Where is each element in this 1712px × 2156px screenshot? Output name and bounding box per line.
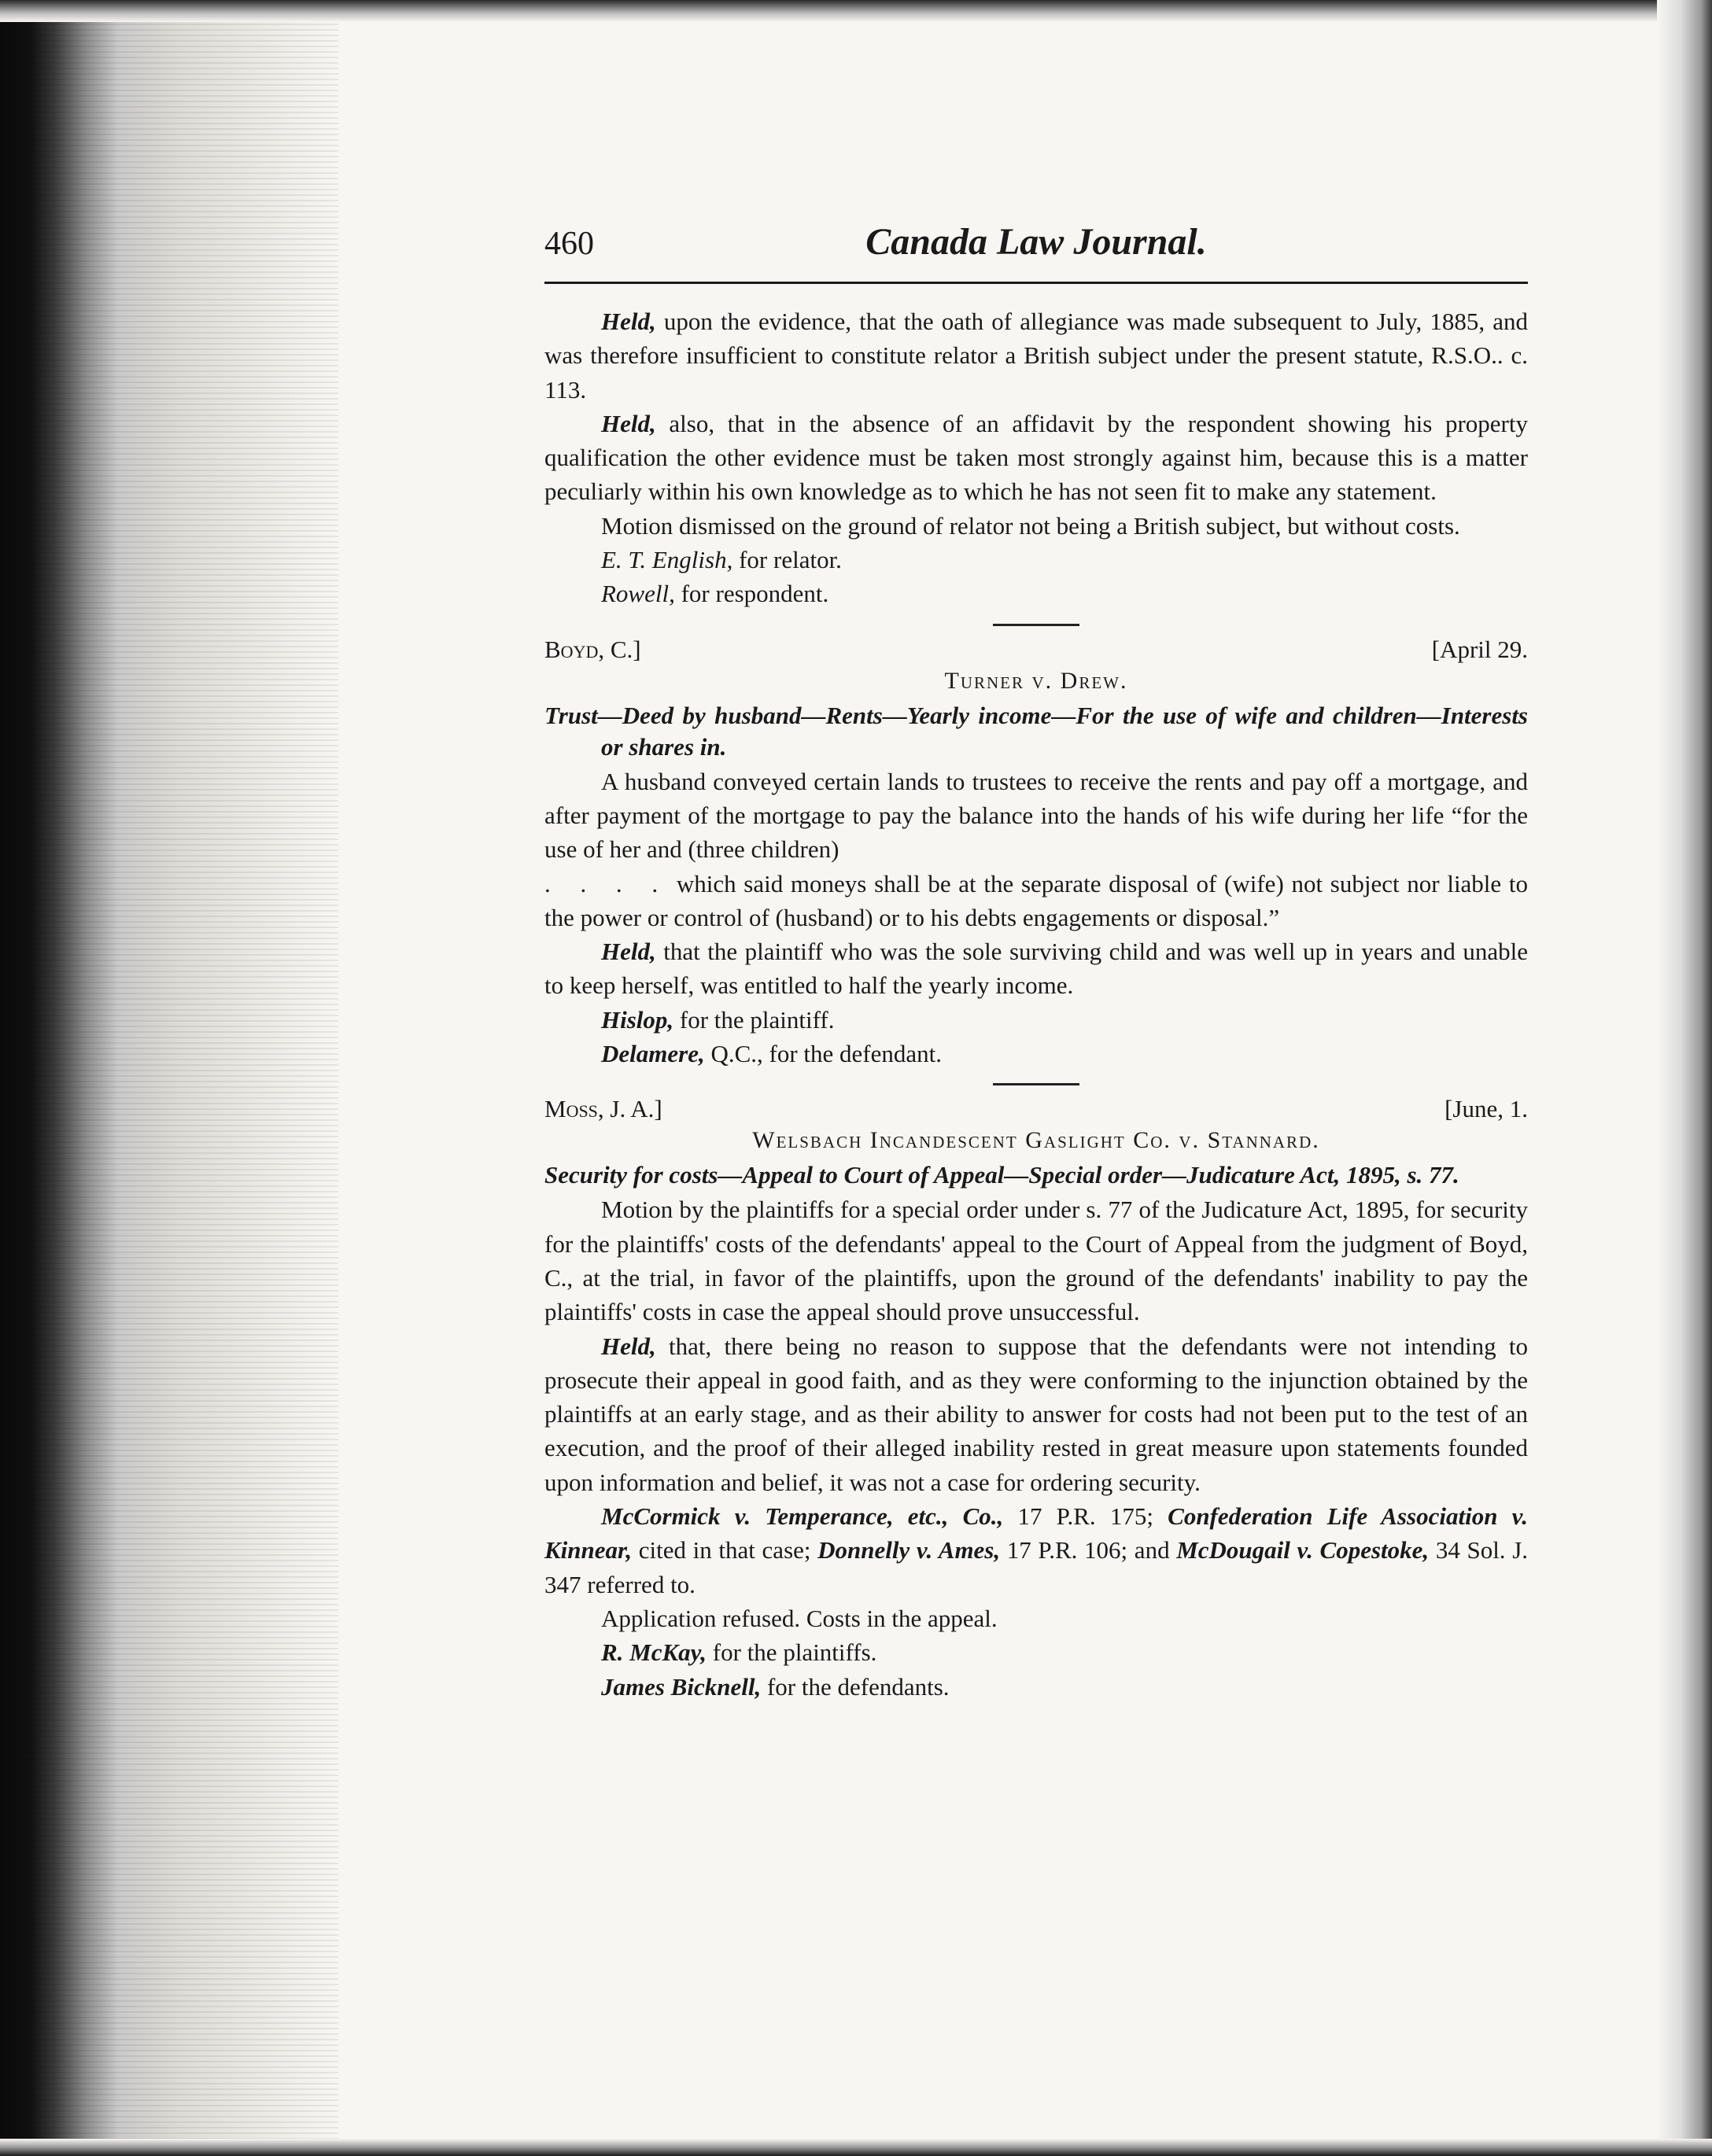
court-line (544, 634, 1528, 665)
counsel-line: E. T. English, for relator. (601, 546, 842, 574)
held-paragraph: Held, that, there being no reason to suppose that the defendants were not intending to prosecute their appeal in good faith, and as they were conforming to the injunction obtained by the plaintiffs at an early stage, and as their ability to answer for costs had not been put to the test of an execution, and the proof of their alleged inability rested in great measure upon statements founded upon information and belief, it was not a case for ordering security. (544, 1332, 1528, 1496)
headnote: Security for costs—Appeal to Court of Appeal—Special order—Judicature Act, 1895, s. 77. (544, 1161, 1459, 1189)
counsel-line: Rowell, for respondent. (601, 580, 829, 608)
judge-name: Moss, J. A.] (544, 1095, 662, 1123)
motion-paragraph: Motion by the plaintiffs for a special order under s. 77 of the Judicature Act, 1895, for security for the plaintiffs' costs of the defendants' appeal to the Court of Appeal from the judgment of Boyd, C., at the trial, in favor of the plaintiffs, upon the ground of the defendants' inability to pay the plaintiffs' costs in case the appeal should prove unsuccessful. (544, 1196, 1528, 1326)
counsel-line: Delamere, Q.C., for the defendant. (601, 1040, 943, 1068)
court-line (544, 1093, 1528, 1125)
counsel-line: James Bicknell, for the defendants. (601, 1672, 950, 1701)
decision-date: [April 29. (1431, 635, 1528, 663)
bottom-scan-edge (0, 2139, 1712, 2156)
page-body (544, 284, 1528, 1704)
section-divider (993, 1083, 1079, 1085)
judge-name: Boyd, C.] (544, 635, 641, 663)
headnote: Trust—Deed by husband—Rents—Yearly income—For the use of wife and children—Interests or shares in. (544, 701, 1528, 761)
decision-date: [June, 1. (1444, 1095, 1528, 1123)
case-title: Turner v. Drew. (944, 667, 1128, 694)
page-number: 460 (544, 226, 594, 262)
held-paragraph: Held, that the plaintiff who was the sole surviving child and was well up in years and unable to keep herself, was entitled to half the yearly income. (544, 938, 1528, 1000)
held-paragraph: Held, upon the evidence, that the oath of allegiance was made subsequent to July, 1885, and was therefore insufficient to constitute relator a British subject under the present statute, R.S.O.. c. 113. (544, 308, 1528, 404)
right-scan-edge (1657, 0, 1712, 2156)
counsel-line: R. McKay, for the plaintiffs. (601, 1638, 877, 1667)
journal-page (544, 220, 1528, 1704)
case-title: Welsbach Incandescent Gaslight Co. v. Stannard. (752, 1127, 1320, 1154)
book-binding-shadow (0, 0, 338, 2156)
top-scan-edge (0, 0, 1712, 22)
disposition: Application refused. Costs in the appeal. (601, 1604, 998, 1632)
held-paragraph: Held, also, that in the absence of an affidavit by the respondent showing his property qualification the other evidence must be taken most strongly against him, because this is a matter peculiarly within his own knowledge as to which he has not seen fit to make any statement. (544, 409, 1528, 506)
counsel-line: Hislop, for the plaintiff. (601, 1005, 835, 1034)
running-header (544, 220, 1528, 284)
section-divider (993, 624, 1079, 626)
journal-title: Canada Law Journal. (865, 221, 1207, 263)
disposition: Motion dismissed on the ground of relator not being a British subject, but without costs. (601, 511, 1460, 540)
facts-paragraph: A husband conveyed certain lands to trustees to receive the rents and pay off a mortgage, and after payment of the mortgage to pay the balance into the hands of his wife during her life “for the use of her and (three children) . . . . which said moneys shall be at the separate disposal of (wife) not subject nor liable to the power or control of (husband) or to his debts engagements or disposal.” (544, 767, 1529, 931)
citations-paragraph: McCormick v. Temperance, etc., Co., 17 P.R. 175; Confederation Life Association v. Kinnear, cited in that case; Donnelly v. Ames, 17 P.R. 106; and McDougail v. Copestoke, 34 Sol. J. 347 referred to. (544, 1502, 1529, 1598)
